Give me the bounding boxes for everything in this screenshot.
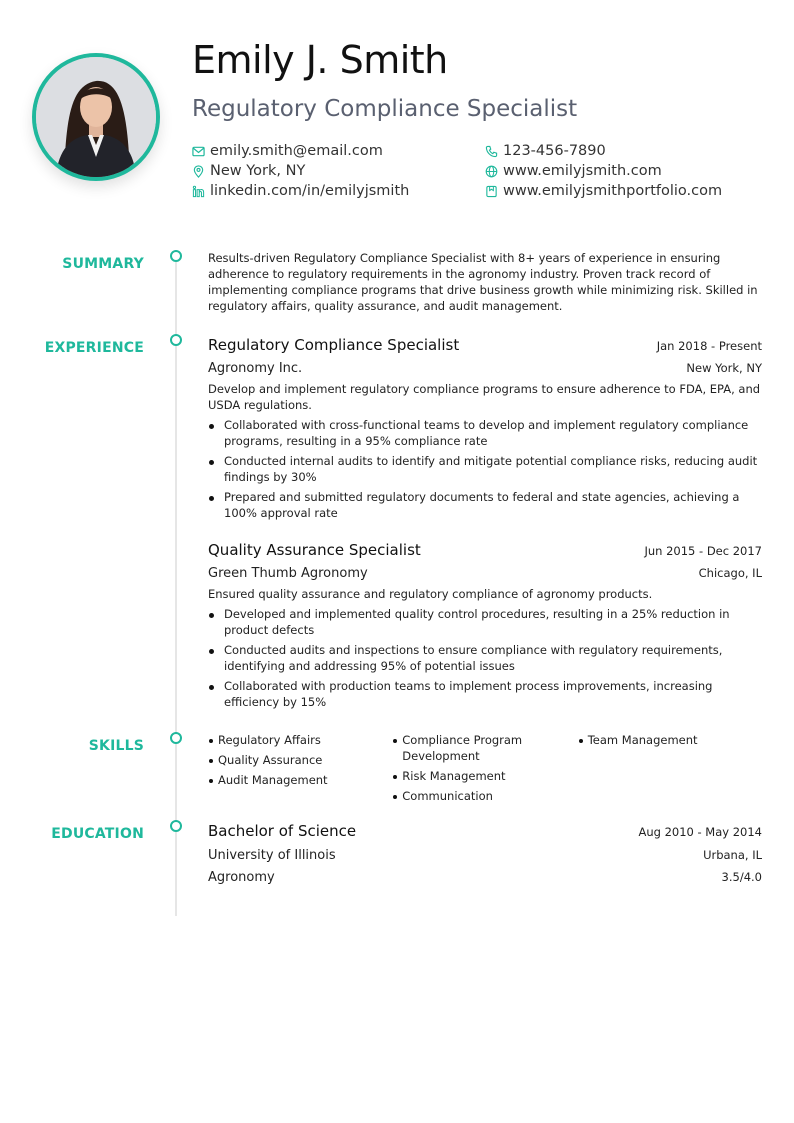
job-description: Develop and implement regulatory compliance programs to ensure adherence to FDA, EPA, and USDA regulations. <box>208 382 761 412</box>
field-of-study: Agronomy <box>208 870 275 885</box>
skills-section <box>208 732 762 808</box>
candidate-title: Regulatory Compliance Specialist <box>192 96 578 122</box>
skill-item: Regulatory Affairs <box>208 732 392 748</box>
skill-item: Communication <box>392 788 537 804</box>
location-text: New York, NY <box>210 163 306 179</box>
job-company: Green Thumb Agronomy <box>208 566 368 581</box>
bullet-item: Prepared and submitted regulatory documents to federal and state agencies, achieving a 100% approval rate <box>208 489 762 521</box>
phone-text: 123-456-7890 <box>503 143 606 159</box>
portfolio-text: www.emilyjsmithportfolio.com <box>503 183 723 199</box>
school-name: University of Illinois <box>208 848 336 863</box>
contact-website[interactable] <box>485 163 662 179</box>
skills-column <box>208 732 392 808</box>
job-location: New York, NY <box>686 361 762 375</box>
globe-icon <box>485 165 498 178</box>
experience-entry <box>208 336 762 525</box>
job-date: Jan 2018 - Present <box>656 339 762 353</box>
job-date: Jun 2015 - Dec 2017 <box>644 544 762 558</box>
portfolio-icon <box>485 185 498 198</box>
summary-section <box>208 250 762 314</box>
skill-item: Compliance Program Development <box>392 732 537 764</box>
job-location: Chicago, IL <box>698 566 762 580</box>
school-location: Urbana, IL <box>703 848 762 862</box>
skill-item: Risk Management <box>392 768 537 784</box>
job-company: Agronomy Inc. <box>208 361 303 376</box>
job-bullets <box>208 417 762 521</box>
phone-icon <box>485 145 498 158</box>
education-section <box>208 822 762 885</box>
profile-photo <box>32 53 160 181</box>
linkedin-text: linkedin.com/in/emilyjsmith <box>210 183 410 199</box>
bullet-item: Collaborated with production teams to implement process improvements, increasing efficiency by 15% <box>208 678 762 710</box>
contact-phone[interactable] <box>485 143 606 159</box>
timeline-line <box>175 262 177 916</box>
education-date: Aug 2010 - May 2014 <box>638 825 762 839</box>
bullet-item: Developed and implemented quality control procedures, resulting in a 25% reduction in product defects <box>208 606 762 638</box>
experience-heading: EXPERIENCE <box>44 340 144 356</box>
contact-location <box>192 163 305 179</box>
contact-linkedin[interactable] <box>192 183 409 199</box>
skill-item: Quality Assurance <box>208 752 392 768</box>
skill-item: Audit Management <box>208 772 392 788</box>
bullet-item: Conducted internal audits to identify and mitigate potential compliance risks, reducing audit findings by 30% <box>208 453 762 485</box>
timeline-dot-summary <box>170 250 182 262</box>
summary-text: Results-driven Regulatory Compliance Specialist with 8+ years of experience in ensuring adherence to regulatory requirements in the agronomy industry. Proven track record of implementing compliance programs that drive business growth while minimizing risk. Skilled in regulatory affairs, quality assurance, and audit management. <box>208 251 758 313</box>
degree: Bachelor of Science <box>208 822 357 840</box>
portrait-image <box>36 57 156 177</box>
candidate-name: Emily J. Smith <box>192 38 448 82</box>
timeline-dot-experience <box>170 334 182 346</box>
job-bullets <box>208 606 762 710</box>
skills-heading: SKILLS <box>88 738 144 754</box>
linkedin-icon <box>192 185 205 198</box>
job-title: Regulatory Compliance Specialist <box>208 336 460 354</box>
education-heading: EDUCATION <box>51 826 144 842</box>
location-pin-icon <box>192 165 205 178</box>
gpa: 3.5/4.0 <box>721 870 762 884</box>
contact-email[interactable] <box>192 143 383 159</box>
timeline-dot-skills <box>170 732 182 744</box>
skill-item: Team Management <box>578 732 762 748</box>
skills-column <box>578 732 762 808</box>
job-title: Quality Assurance Specialist <box>208 541 421 559</box>
bullet-item: Conducted audits and inspections to ensure compliance with regulatory requirements, identifying and addressing 95% of potential issues <box>208 642 762 674</box>
bullet-item: Collaborated with cross-functional teams to develop and implement regulatory compliance programs, resulting in a 95% compliance rate <box>208 417 762 449</box>
summary-heading: SUMMARY <box>62 256 144 272</box>
contact-portfolio[interactable] <box>485 183 722 199</box>
job-description: Ensured quality assurance and regulatory compliance of agronomy products. <box>208 587 653 601</box>
timeline-dot-education <box>170 820 182 832</box>
email-text: emily.smith@email.com <box>210 143 383 159</box>
experience-entry <box>208 541 762 714</box>
skills-column <box>392 732 577 808</box>
website-text: www.emilyjsmith.com <box>503 163 662 179</box>
email-icon <box>192 145 205 158</box>
